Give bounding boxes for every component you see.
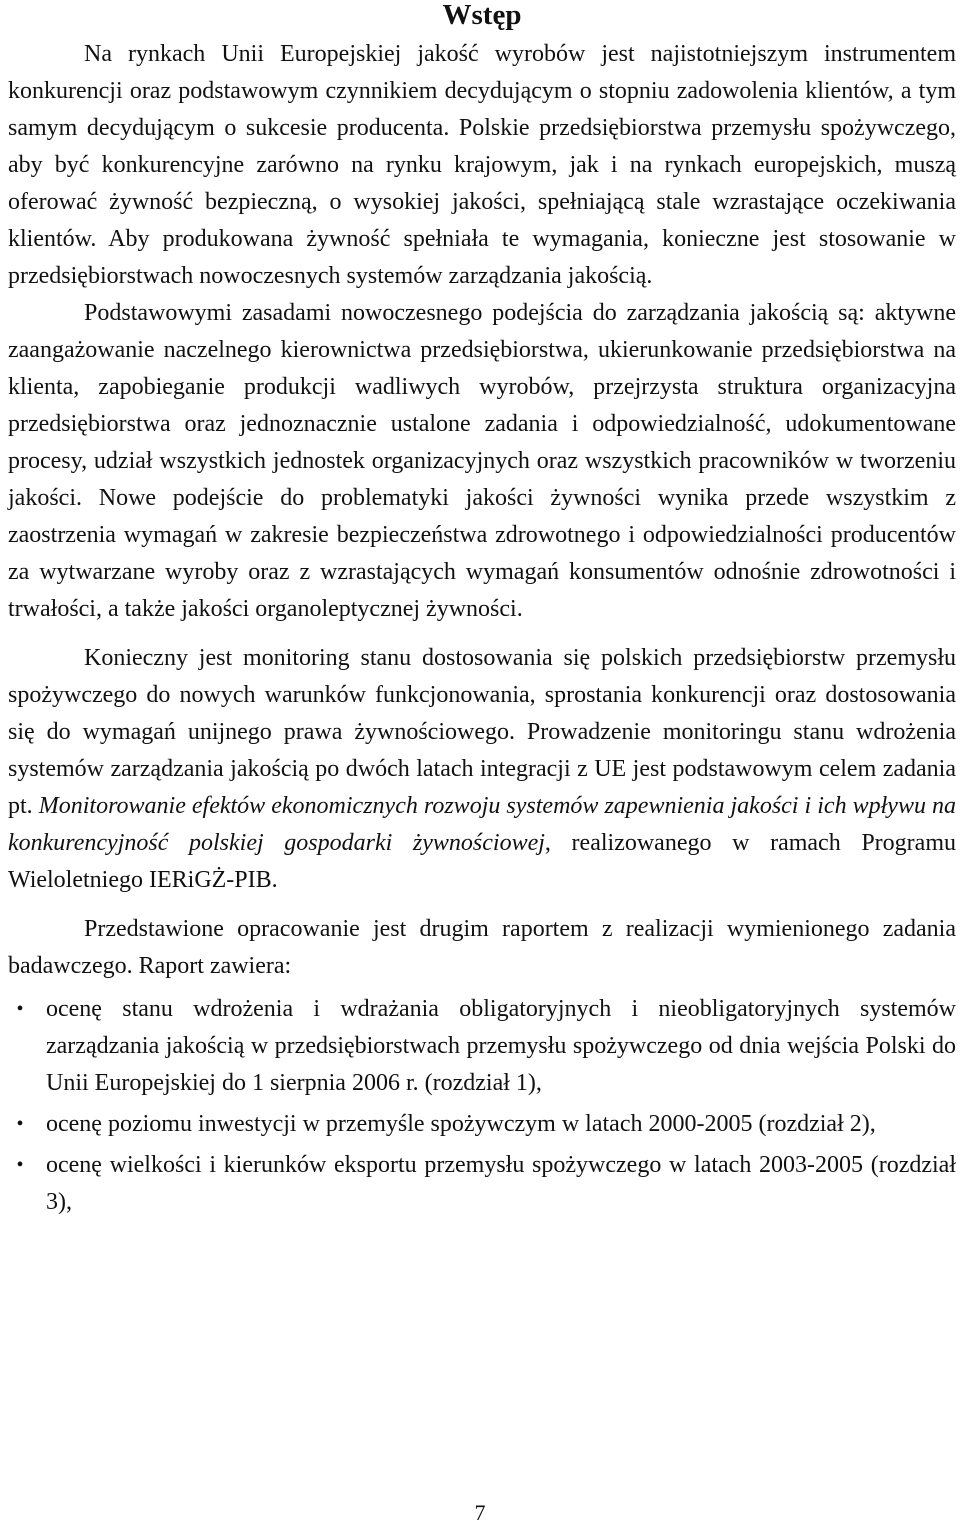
report-contents-list: [8, 991, 956, 1221]
paragraph-principles-text: Podstawowymi zasadami nowoczesnego podejścia do zarządzania jakością są: aktywne zaangażowanie naczelnego kierownictwa przedsiębiorstwa, ukierunkowanie przedsiębiorstwa na klienta, zapobieganie produkcji wadliwych wyrobów, przejrzysta struktura organizacyjna przedsiębiorstwa oraz jednoznacznie ustalone zadania i odpowiedzialność, udokumentowane procesy, udział wszystkich jednostek organizacyjnych oraz wszystkich pracowników w tworzeniu jakości. Nowe podejście do problematyki jakości żywności wynika przede wszystkim z zaostrzenia wymagań w zakresie bezpieczeństwa zdrowotnego i odpowiedzialności producentów za wytwarzane wyroby oraz z wzrastających wymagań konsumentów odnośnie zdrowotności i trwałości, a także jakości organoleptycznej żywności.: [8, 300, 956, 622]
section-title: Wstęp: [442, 0, 522, 31]
paragraph-report-text: Przedstawione opracowanie jest drugim raportem z realizacji wymienionego zadania badawczego. Raport zawiera:: [8, 916, 956, 979]
list-item-text: ocenę poziomu inwestycji w przemyśle spożywczym w latach 2000-2005 (rozdział 2),: [46, 1111, 876, 1137]
task-title-italic: Monitorowanie efektów ekonomicznych rozwoju systemów zapewnienia jakości i ich wpływu na konkurencyjność polskiej gospodarki żywnościowej: [8, 793, 957, 856]
paragraph-monitoring-text-after: , realizowanego w ramach Programu Wieloletniego IERiGŻ-PIB.: [8, 830, 956, 893]
list-item: [8, 991, 956, 1102]
list-item: [8, 1106, 956, 1143]
list-item: [8, 1147, 956, 1221]
list-item-text: ocenę wielkości i kierunków eksportu przemysłu spożywczego w latach 2003-2005 (rozdział 3),: [46, 1152, 956, 1215]
bullet-icon: •: [16, 998, 24, 1020]
paragraph-monitoring: [8, 640, 956, 899]
paragraph-intro-text: Na rynkach Unii Europejskiej jakość wyrobów jest najistotniejszym instrumentem konkurencji oraz podstawowym czynnikiem decydującym o stopniu zadowolenia klientów, a tym samym decydującym o sukcesie producenta. Polskie przedsiębiorstwa przemysłu spożywczego, aby być konkurencyjne zarówno na rynku krajowym, jak i na rynkach europejskich, muszą oferować żywność bezpieczną, o wysokiej jakości, spełniającą stale wzrastające oczekiwania klientów. Aby produkowana żywność spełniała te wymagania, konieczne jest stosowanie w przedsiębiorstwach nowoczesnych systemów zarządzania jakością.: [8, 41, 956, 289]
list-item-text: ocenę stanu wdrożenia i wdrażania obligatoryjnych i nieobligatoryjnych systemów zarządzania jakością w przedsiębiorstwach przemysłu spożywczego od dnia wejścia Polski do Unii Europejskiej do 1 sierpnia 2006 r. (rozdział 1),: [46, 996, 956, 1096]
bullet-icon: •: [16, 1113, 24, 1135]
document-page: [8, 0, 956, 1225]
paragraph-principles: [8, 295, 956, 628]
bullet-icon: •: [16, 1154, 24, 1176]
paragraph-intro: [8, 36, 956, 295]
paragraph-monitoring-text-before: Konieczny jest monitoring stanu dostosowania się polskich przedsiębiorstw przemysłu spożywczego do nowych warunków funkcjonowania, sprostania konkurencji oraz dostosowania się do wymagań unijnego prawa żywnościowego. Prowadzenie monitoringu stanu wdrożenia systemów zarządzania jakością po dwóch latach integracji z UE jest podstawowym celem zadania pt.: [8, 645, 956, 819]
paragraph-report: [8, 911, 956, 985]
page-number: 7: [474, 1500, 486, 1525]
